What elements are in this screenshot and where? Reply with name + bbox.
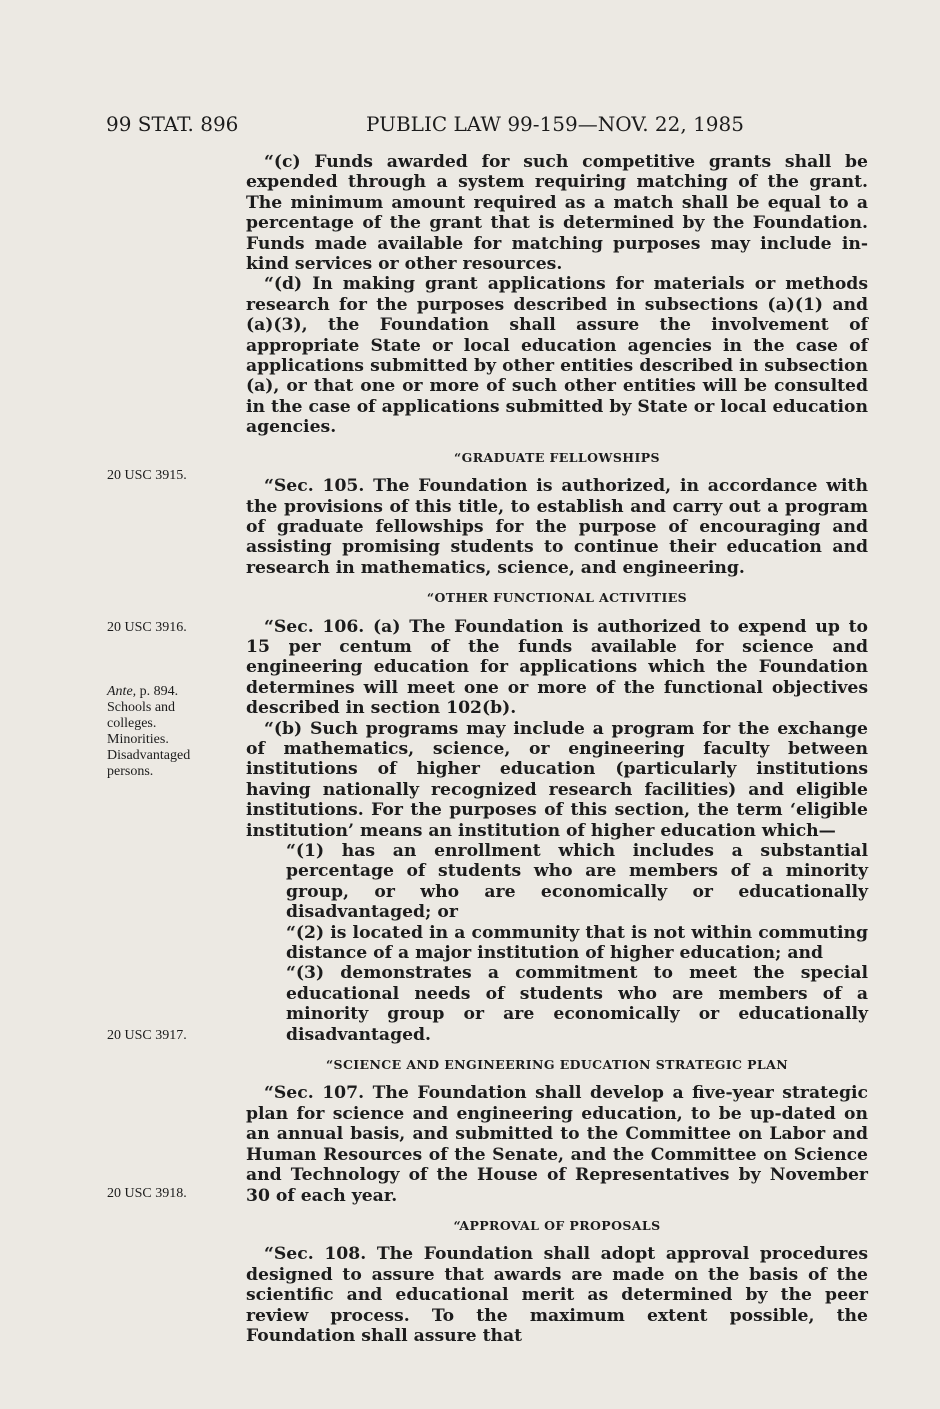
- section-106-b: “(b) Such programs may include a program for the exchange of mathematics, science, or engineering faculty between institutions of higher education (particularly institutions having nationally recognized research facilities) and eligible institutions. For the purposes of this section, the term ‘eligible institution’ means an institution of higher education which—: [246, 718, 868, 841]
- section-106-a: “Sec. 106. (a) The Foundation is authorized to expend up to 15 per centum of the funds available for science and engineering education for applications which the Foundation determines will meet one or more of the functional objectives described in section 102(b).: [246, 616, 868, 719]
- margin-note-topic: colleges.: [107, 716, 157, 731]
- margin-note-topic: Schools and: [107, 700, 176, 715]
- margin-note-topic: Minorities.: [107, 732, 169, 747]
- section-heading-107: “SCIENCE AND ENGINEERING EDUCATION STRATEGIC PLAN: [325, 1057, 789, 1073]
- section-heading-108: “APPROVAL OF PROPOSALS: [453, 1217, 661, 1233]
- margin-note-sec105: 20 USC 3915.: [107, 468, 187, 483]
- paragraph-d: “(d) In making grant applications for materials or methods research for the purposes described in subsections (a)(1) and (a)(3), the Foundation shall assure the involvement of appropriate State or local education agencies in the case of applications submitted by other entities described in subsection (a), or that one or more of such other entities will be consulted in the case of applications submitted by State or local education agencies.: [246, 274, 868, 438]
- list-item-1: “(1) has an enrollment which includes a substantial percentage of students who are members of a minority group, or who are economically or educationally disadvantaged; or: [286, 841, 868, 923]
- margin-note-sec108: 20 USC 3918.: [107, 1186, 187, 1201]
- margin-note-sec107: 20 USC 3917.: [107, 1028, 187, 1043]
- margin-note-topic: Disadvantaged: [107, 748, 191, 763]
- list-item-3: “(3) demonstrates a commitment to meet the special educational needs of students who are members of a minority group or are economically or educationally disadvantaged.: [286, 963, 868, 1045]
- section-107: “Sec. 107. The Foundation shall develop a five-year strategic plan for science and engineering education, to be up-dated on an annual basis, and submitted to the Committee on Labor and Human Resources of the Senate, and the Committee on Science and Technology of the House of Representatives by November 30 of each year.: [246, 1083, 868, 1206]
- law-title: PUBLIC LAW 99-159—NOV. 22, 1985: [366, 112, 744, 136]
- margin-note-topics: [107, 684, 190, 780]
- list-item-2: “(2) is located in a community that is not within commuting distance of a major institution of higher education; and: [286, 922, 868, 964]
- page-header: [0, 112, 940, 144]
- paragraph-c: “(c) Funds awarded for such competitive grants shall be expended through a system requiring matching of the grant. The minimum amount required as a match shall be equal to a percentage of the grant that is determined by the Foundation. Funds made available for matching purposes may include in-kind services or other resources.: [246, 152, 868, 275]
- statute-body: [246, 152, 868, 1346]
- statute-page-number: 99 STAT. 896: [106, 112, 239, 136]
- margin-note-topic: persons.: [107, 764, 154, 779]
- section-heading-106: “OTHER FUNCTIONAL ACTIVITIES: [426, 590, 688, 606]
- margin-note-ante: Ante, p. 894.: [107, 684, 179, 699]
- margin-note-sec106: 20 USC 3916.: [107, 620, 187, 635]
- section-108: “Sec. 108. The Foundation shall adopt approval procedures designed to assure that awards are made on the basis of the scientific and educational merit as determined by the peer review process. To the maximum extent possible, the Foundation shall assure that: [246, 1244, 868, 1346]
- section-heading-105: “GRADUATE FELLOWSHIPS: [454, 449, 660, 465]
- section-105: “Sec. 105. The Foundation is authorized, in accordance with the provisions of this title, to establish and carry out a program of graduate fellowships for the purpose of encouraging and assisting promising students to continue their education and research in mathematics, science, and engineering.: [246, 476, 868, 578]
